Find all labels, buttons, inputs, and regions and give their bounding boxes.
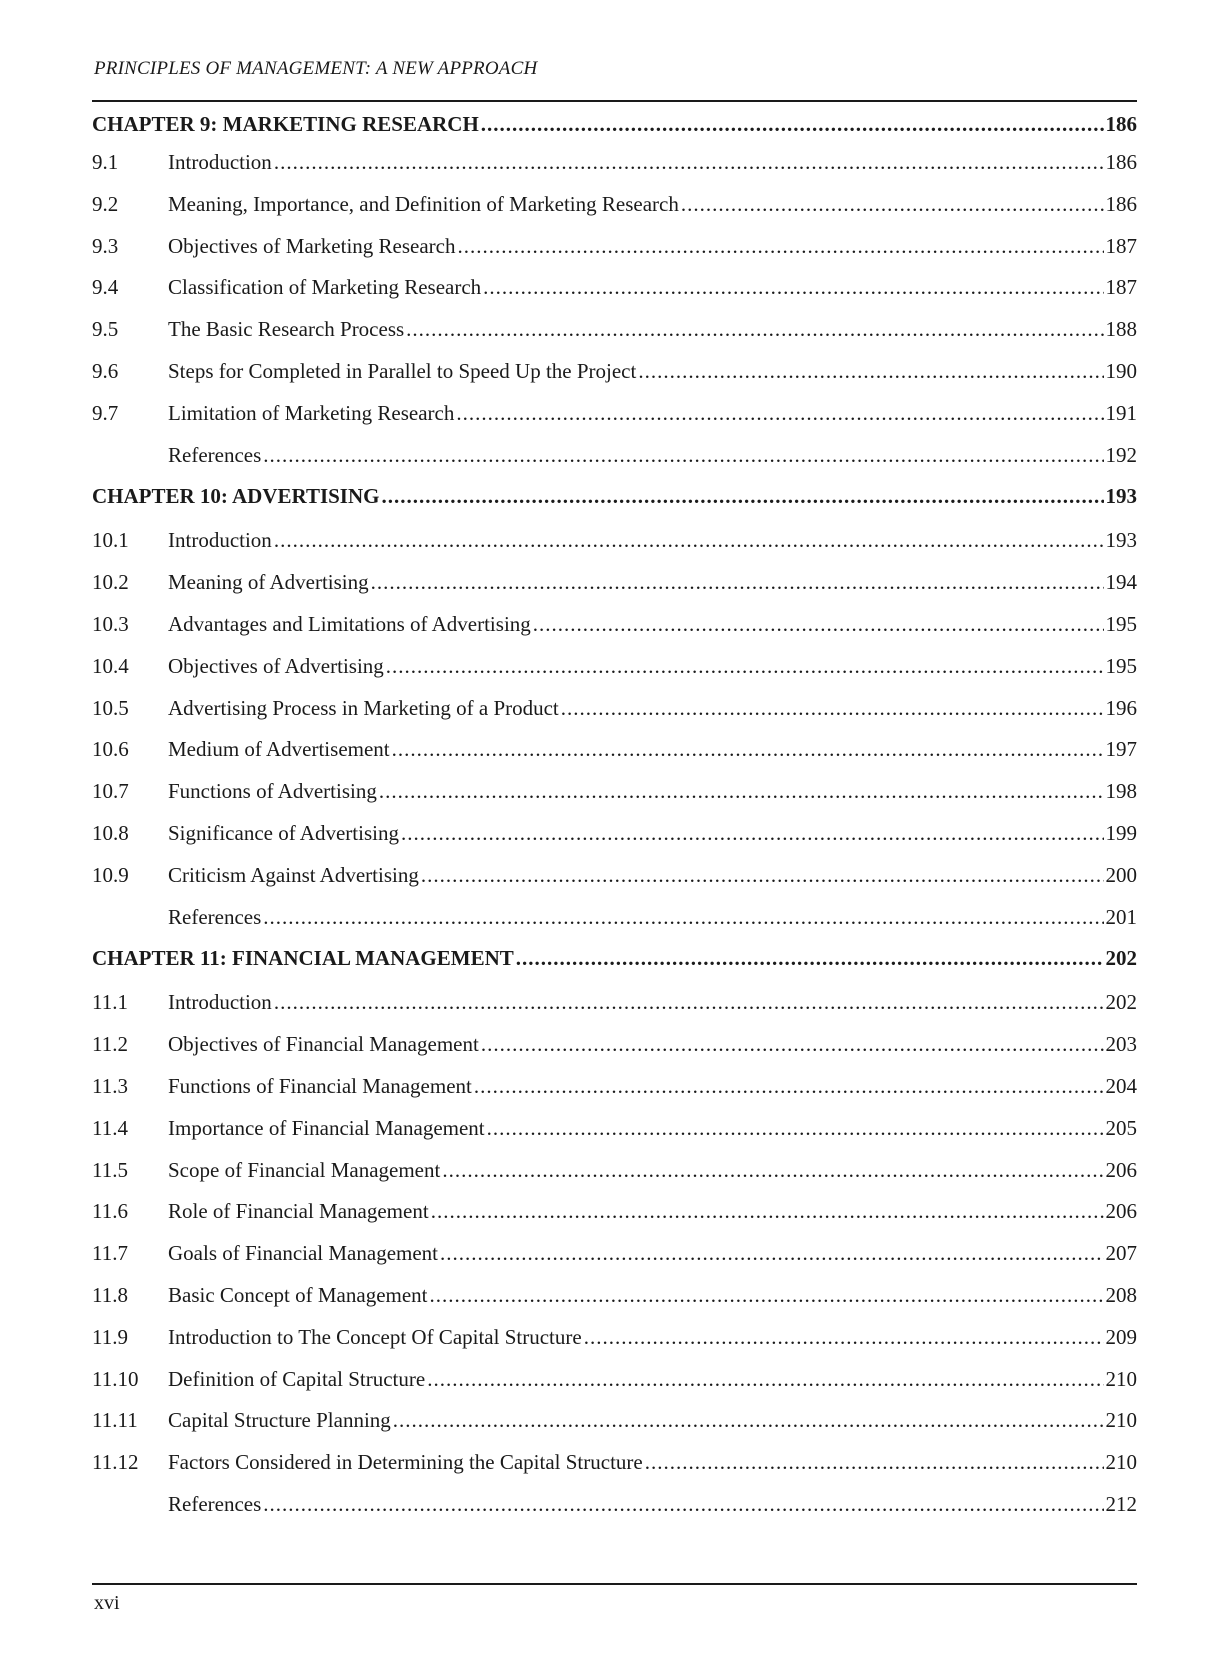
section-number: 10.7	[92, 779, 129, 804]
section-page: 202	[1105, 990, 1137, 1015]
dot-leader	[431, 1199, 1104, 1224]
section-title: Objectives of Financial Management	[168, 1032, 479, 1057]
table-of-contents	[92, 112, 1137, 1534]
section-number: 9.6	[92, 358, 119, 383]
section-page: 186	[1105, 191, 1137, 216]
chapter-page: 186	[1105, 112, 1137, 136]
toc-entry[interactable]	[92, 443, 1137, 485]
section-page: 201	[1105, 904, 1137, 929]
chapter-heading[interactable]	[92, 112, 1137, 150]
dot-leader	[474, 1074, 1104, 1099]
toc-entry[interactable]	[92, 192, 1137, 234]
dot-leader	[430, 1283, 1104, 1308]
section-number: 9.5	[92, 317, 119, 342]
section-page: 206	[1105, 1199, 1137, 1224]
section-title: Meaning of Advertising	[168, 570, 369, 595]
toc-entry[interactable]	[92, 1492, 1137, 1534]
toc-entry[interactable]	[92, 1199, 1137, 1241]
toc-entry[interactable]	[92, 779, 1137, 821]
dot-leader	[681, 192, 1104, 217]
section-number: 10.8	[92, 820, 129, 845]
section-page: 188	[1105, 317, 1137, 342]
section-number: 9.1	[92, 150, 119, 174]
dot-leader	[263, 905, 1103, 930]
section-title: Classification of Marketing Research	[168, 275, 482, 300]
section-title: Advantages and Limitations of Advertising	[168, 611, 531, 636]
chapter-heading[interactable]	[92, 484, 1137, 528]
dot-leader	[392, 737, 1104, 762]
section-title: Significance of Advertising	[168, 820, 399, 845]
dot-leader	[371, 570, 1104, 595]
section-page: 210	[1105, 1450, 1137, 1475]
dot-leader	[401, 821, 1104, 846]
section-title: Meaning, Importance, and Definition of Marketing Research	[168, 191, 679, 216]
dot-leader	[440, 1241, 1103, 1266]
section-number: 11.11	[92, 1408, 138, 1433]
dot-leader	[406, 317, 1103, 342]
toc-entry[interactable]	[92, 612, 1137, 654]
toc-entry[interactable]	[92, 863, 1137, 905]
section-number: 11.12	[92, 1450, 139, 1475]
dot-leader	[481, 1032, 1104, 1057]
section-page: 187	[1105, 233, 1137, 258]
toc-entry[interactable]	[92, 1241, 1137, 1283]
section-number: 10.1	[92, 528, 129, 553]
toc-entry[interactable]	[92, 990, 1137, 1032]
chapter-title: CHAPTER 10: ADVERTISING	[92, 484, 380, 509]
dot-leader	[516, 946, 1104, 971]
section-title: Objectives of Advertising	[168, 653, 384, 678]
toc-entry[interactable]	[92, 317, 1137, 359]
section-title: Introduction	[168, 528, 272, 553]
toc-entry[interactable]	[92, 696, 1137, 738]
chapter-title: CHAPTER 11: FINANCIAL MANAGEMENT	[92, 946, 514, 971]
toc-entry[interactable]	[92, 821, 1137, 863]
section-page: 193	[1105, 528, 1137, 553]
section-number: 11.4	[92, 1115, 128, 1140]
toc-entry[interactable]	[92, 570, 1137, 612]
chapter-title: CHAPTER 9: MARKETING RESEARCH	[92, 112, 479, 136]
section-number: 11.10	[92, 1366, 139, 1391]
dot-leader	[386, 654, 1104, 679]
section-page: 196	[1105, 695, 1137, 720]
section-page: 212	[1105, 1491, 1137, 1516]
toc-entry[interactable]	[92, 654, 1137, 696]
toc-entry[interactable]	[92, 1367, 1137, 1409]
section-title: References	[168, 904, 262, 929]
toc-entry[interactable]	[92, 1408, 1137, 1450]
section-title: Objectives of Marketing Research	[168, 233, 456, 258]
section-number: 9.2	[92, 191, 119, 216]
section-number: 9.3	[92, 233, 119, 258]
dot-leader	[533, 612, 1104, 637]
section-number: 11.6	[92, 1199, 128, 1224]
section-number: 10.9	[92, 862, 129, 887]
dot-leader	[274, 150, 1104, 175]
section-page: 208	[1105, 1282, 1137, 1307]
section-title: Goals of Financial Management	[168, 1241, 439, 1266]
dot-leader	[274, 990, 1104, 1015]
section-number: 11.8	[92, 1282, 128, 1307]
section-title: Introduction	[168, 150, 272, 174]
section-number: 11.1	[92, 990, 128, 1015]
section-title: Importance of Financial Management	[168, 1115, 485, 1140]
dot-leader	[638, 359, 1103, 384]
section-title: Functions of Advertising	[168, 779, 377, 804]
toc-entry[interactable]	[92, 1158, 1137, 1200]
toc-entry[interactable]	[92, 905, 1137, 947]
toc-entry[interactable]	[92, 1283, 1137, 1325]
toc-entry[interactable]	[92, 401, 1137, 443]
section-title: Advertising Process in Marketing of a Product	[168, 695, 559, 720]
section-number: 10.5	[92, 695, 129, 720]
section-title: References	[168, 442, 262, 467]
dot-leader	[457, 234, 1103, 259]
section-page: 195	[1105, 653, 1137, 678]
dot-leader	[483, 275, 1103, 300]
dot-leader	[481, 112, 1104, 137]
dot-leader	[263, 443, 1103, 468]
section-page: 203	[1105, 1032, 1137, 1057]
section-number: 11.9	[92, 1324, 128, 1349]
section-title: References	[168, 1491, 262, 1516]
dot-leader	[381, 484, 1103, 509]
section-page: 209	[1105, 1324, 1137, 1349]
section-page: 199	[1105, 820, 1137, 845]
dot-leader	[561, 696, 1104, 721]
dot-leader	[442, 1158, 1103, 1183]
section-title: Scope of Financial Management	[168, 1157, 441, 1182]
section-title: Introduction	[168, 990, 272, 1015]
section-number: 10.4	[92, 653, 129, 678]
section-title: The Basic Research Process	[168, 317, 405, 342]
section-number: 9.4	[92, 275, 119, 300]
chapter-page: 193	[1105, 484, 1137, 509]
dot-leader	[421, 863, 1104, 888]
toc-entry[interactable]	[92, 234, 1137, 276]
section-page: 187	[1105, 275, 1137, 300]
toc-entry[interactable]	[92, 1032, 1137, 1074]
toc-entry[interactable]	[92, 359, 1137, 401]
dot-leader	[584, 1325, 1104, 1350]
section-page: 197	[1105, 737, 1137, 762]
section-number: 11.5	[92, 1157, 128, 1182]
section-number: 9.7	[92, 400, 119, 425]
toc-entry[interactable]	[92, 150, 1137, 192]
toc-entry[interactable]	[92, 1325, 1137, 1367]
toc-entry[interactable]	[92, 1450, 1137, 1492]
section-title: Introduction to The Concept Of Capital Structure	[168, 1324, 582, 1349]
toc-entry[interactable]	[92, 1074, 1137, 1116]
section-number: 10.3	[92, 611, 129, 636]
dot-leader	[456, 401, 1103, 426]
section-page: 204	[1105, 1073, 1137, 1098]
section-page: 200	[1105, 862, 1137, 887]
section-number: 10.2	[92, 570, 129, 595]
dot-leader	[645, 1450, 1104, 1475]
section-page: 186	[1105, 150, 1137, 174]
dot-leader	[379, 779, 1104, 804]
section-page: 205	[1105, 1115, 1137, 1140]
section-page: 194	[1105, 570, 1137, 595]
section-page: 192	[1105, 442, 1137, 467]
toc-entry[interactable]	[92, 1116, 1137, 1158]
section-title: Limitation of Marketing Research	[168, 400, 455, 425]
chapter-heading[interactable]	[92, 946, 1137, 990]
section-page: 207	[1105, 1241, 1137, 1266]
header-rule	[92, 100, 1137, 102]
section-page: 210	[1105, 1366, 1137, 1391]
page-number: xvi	[94, 1592, 120, 1614]
section-number: 11.7	[92, 1241, 128, 1266]
section-page: 206	[1105, 1157, 1137, 1182]
section-title: Capital Structure Planning	[168, 1408, 391, 1433]
section-page: 210	[1105, 1408, 1137, 1433]
toc-entry[interactable]	[92, 275, 1137, 317]
section-number: 10.6	[92, 737, 129, 762]
section-page: 195	[1105, 611, 1137, 636]
section-title: Functions of Financial Management	[168, 1073, 472, 1098]
running-head: PRINCIPLES OF MANAGEMENT: A NEW APPROACH	[94, 58, 538, 79]
footer-rule	[92, 1583, 1137, 1585]
section-page: 198	[1105, 779, 1137, 804]
dot-leader	[487, 1116, 1104, 1141]
section-title: Basic Concept of Management	[168, 1282, 428, 1307]
section-title: Medium of Advertisement	[168, 737, 390, 762]
section-title: Definition of Capital Structure	[168, 1366, 426, 1391]
section-page: 191	[1105, 400, 1137, 425]
section-page: 190	[1105, 358, 1137, 383]
section-title: Steps for Completed in Parallel to Speed Up the Project	[168, 358, 637, 383]
dot-leader	[274, 528, 1104, 553]
dot-leader	[393, 1408, 1104, 1433]
section-title: Role of Financial Management	[168, 1199, 429, 1224]
section-title: Factors Considered in Determining the Capital Structure	[168, 1450, 643, 1475]
chapter-page: 202	[1105, 946, 1137, 971]
toc-entry[interactable]	[92, 528, 1137, 570]
dot-leader	[263, 1492, 1103, 1517]
dot-leader	[427, 1367, 1103, 1392]
section-number: 11.3	[92, 1073, 128, 1098]
section-title: Criticism Against Advertising	[168, 862, 419, 887]
section-number: 11.2	[92, 1032, 128, 1057]
toc-entry[interactable]	[92, 737, 1137, 779]
